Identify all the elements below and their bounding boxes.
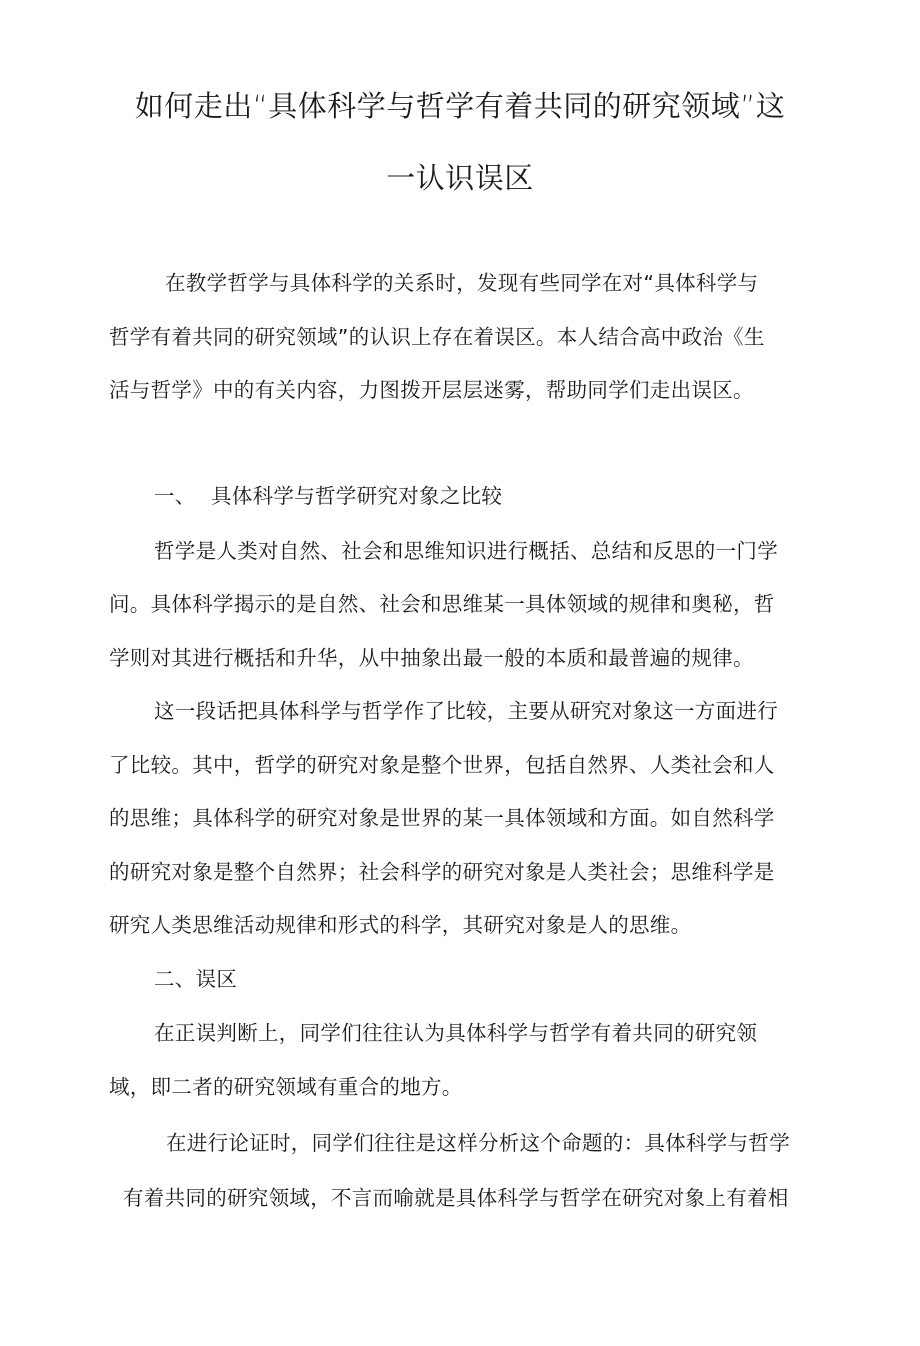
intro-line-1: 在教学哲学与具体科学的关系时，发现有些同学在对“具体科学与 xyxy=(165,271,759,295)
section1-para1-line-2: 问。具体科学揭示的是自然、社会和思维某一具体领域的规律和奥秘，哲 xyxy=(109,592,775,616)
intro-line-3: 活与哲学》中的有关内容，力图拨开层层迷雾，帮助同学们走出误区。 xyxy=(109,378,754,402)
section2-heading: 二、误区 xyxy=(154,967,238,991)
intro-line-2: 哲学有着共同的研究领域”的认识上存在着误区。本人结合高中政治《生 xyxy=(109,325,765,349)
section2-para2-line-1: 在进行论证时，同学们往往是这样分析这个命题的：具体科学与哲学 xyxy=(166,1131,790,1155)
section1-para2-line-1: 这一段话把具体科学与哲学作了比较，主要从研究对象这一方面进行 xyxy=(154,699,778,723)
section2-para1-line-1: 在正误判断上，同学们往往认为具体科学与哲学有着共同的研究领 xyxy=(154,1021,758,1045)
section1-heading-number: 一、 xyxy=(154,484,196,508)
document-title-line-2: 一认识误区 xyxy=(386,161,534,195)
section1-para1-line-3: 学则对其进行概括和升华，从中抽象出最一般的本质和最普遍的规律。 xyxy=(109,646,754,670)
section2-para2-line-2: 有着共同的研究领域，不言而喻就是具体科学与哲学在研究对象上有着相 xyxy=(123,1186,789,1210)
section1-heading-text: 具体科学与哲学研究对象之比较 xyxy=(211,484,503,508)
section1-para2-line-3: 的思维；具体科学的研究对象是世界的某一具体领域和方面。如自然科学 xyxy=(109,806,775,830)
section1-para2-line-5: 研究人类思维活动规律和形式的科学，其研究对象是人的思维。 xyxy=(109,913,692,937)
section1-para2-line-4: 的研究对象是整个自然界；社会科学的研究对象是人类社会；思维科学是 xyxy=(109,860,775,884)
section2-para1-line-2: 域，即二者的研究领域有重合的地方。 xyxy=(109,1075,463,1099)
section1-para2-line-2: 了比较。其中，哲学的研究对象是整个世界，包括自然界、人类社会和人 xyxy=(109,753,775,777)
document-title-line-1: 如何走出“具体科学与哲学有着共同的研究领域”这 xyxy=(134,89,786,123)
section1-para1-line-1: 哲学是人类对自然、社会和思维知识进行概括、总结和反思的一门学 xyxy=(154,539,778,563)
